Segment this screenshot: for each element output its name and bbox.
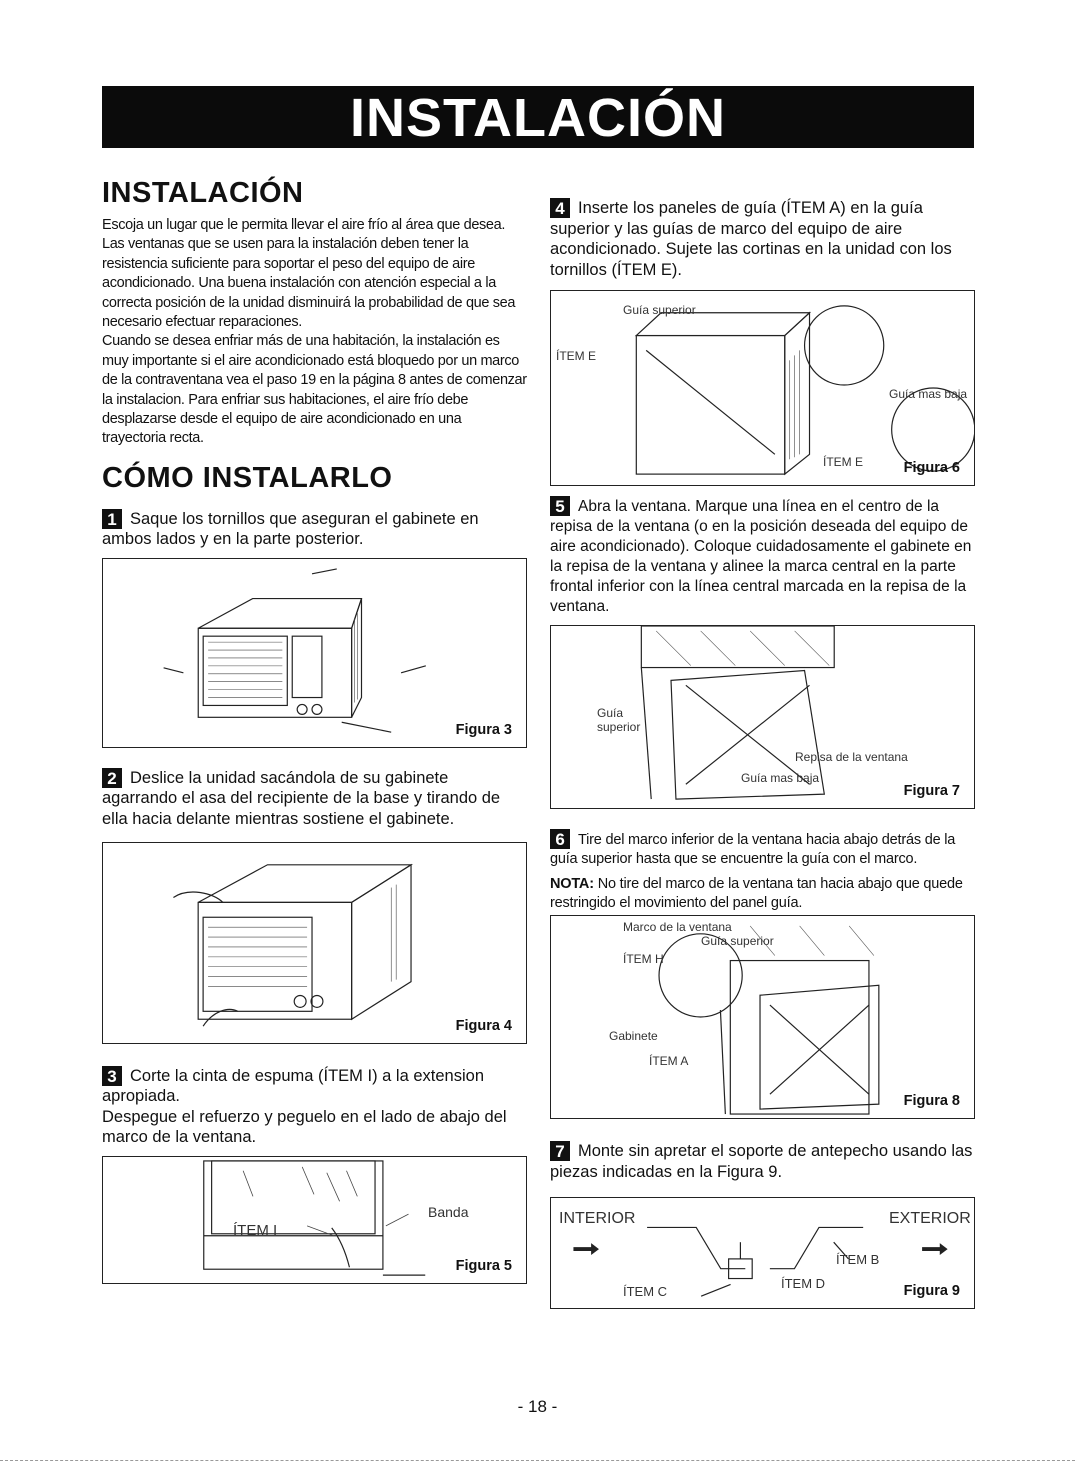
figure-8-caption: Figura 8 — [903, 1093, 960, 1110]
figure-5-caption: Figura 5 — [455, 1258, 512, 1274]
figure-7-label-guia: Guía — [597, 706, 624, 721]
note-text: No tire del marco de la ventana tan hacia abajo que quede restringido el movimiento del panel guía. — [550, 876, 963, 912]
figure-8-label-marco: Marco de la ventana — [623, 920, 732, 935]
figure-9-label-exterior: EXTERIOR — [889, 1209, 971, 1227]
step-1 — [102, 509, 527, 550]
intro-text — [102, 216, 527, 449]
step-6-text: Tire del marco inferior de la ventana hacia abajo detrás de la guía superior hasta que se encuentre la guía con el marco. — [550, 832, 956, 868]
figure-5-label-banda: Banda — [428, 1204, 469, 1220]
page-banner: INSTALACIÓN — [102, 86, 974, 148]
figure-9-label-interior: INTERIOR — [559, 1209, 636, 1227]
step-4-text: Inserte los paneles de guía (ÍTEM A) en la guía superior y las guías de marco del equipo de aire acondicionado. Sujete las cortinas en la unidad con los tornillos (ÍTEM E). — [550, 199, 952, 279]
figure-4 — [102, 842, 527, 1044]
figure-8-label-gabinete: Gabinete — [609, 1029, 658, 1044]
figure-6-label-item-e-left: ÍTEM E — [556, 349, 597, 364]
step-number-3: 3 — [102, 1066, 122, 1086]
figure-5 — [102, 1156, 527, 1284]
page-number: - 18 - — [517, 1397, 558, 1416]
bottom-divider — [0, 1460, 1075, 1461]
figure-6-label-guia-mas-baja: Guía mas baja — [889, 387, 968, 402]
figure-9-label-item-d: ÍTEM D — [781, 1275, 826, 1291]
step-number-6: 6 — [550, 829, 570, 849]
figure-6-label-guia-superior: Guía superior — [623, 303, 696, 318]
figure-8-label-guia-superior: Guía superior — [701, 934, 774, 949]
step-4 — [550, 198, 975, 280]
step-number-7: 7 — [550, 1141, 570, 1161]
step-2-text: Deslice la unidad sacándola de su gabinete agarrando el asa del recipiente de la base y tirando de ella hacia delante mientras sostiene el gabinete. — [102, 768, 501, 829]
figure-9 — [550, 1197, 975, 1309]
right-column — [550, 198, 975, 1309]
figure-3 — [102, 558, 527, 748]
intro-paragraph-1: Escoja un lugar que le permita llevar el aire frío al área que desea. Las ventanas que se usen para la instalación deben tener la resistencia suficiente para soportar el peso del equipo de aire acondicionado. Una buena instalación con atención especial a la correcta posición de la unidad disminuirá la probabilidad de que sea necesario efectuar reparaciones. — [102, 216, 516, 330]
figure-9-caption: Figura 9 — [903, 1282, 960, 1299]
step-3a-text: Corte la cinta de espuma (ÍTEM I) a la extension apropiada. — [102, 1066, 484, 1106]
note — [550, 875, 975, 913]
figure-8-label-item-h: ÍTEM H — [623, 952, 664, 967]
step-6 — [550, 829, 975, 869]
ac-unit-screws-illustration — [103, 559, 526, 747]
figure-7-label-repisa: Repisa de la ventana — [795, 750, 908, 765]
figure-9-label-item-c: ÍTEM C — [623, 1283, 668, 1299]
figure-6-label-item-e-bottom: ÍTEM E — [823, 455, 864, 470]
figure-5-label-item-i: ÍTEM I — [233, 1222, 278, 1239]
step-number-1: 1 — [102, 509, 122, 529]
step-5 — [550, 496, 975, 617]
step-number-2: 2 — [102, 768, 122, 788]
figure-7-caption: Figura 7 — [903, 783, 960, 800]
step-7-text: Monte sin apretar el soporte de antepecho usando las piezas indicadas en la Figura 9. — [550, 1142, 973, 1181]
step-number-4: 4 — [550, 198, 570, 218]
step-2 — [102, 768, 527, 830]
figure-7-label-guia-mas-baja: Guía mas baja — [741, 771, 820, 786]
step-7 — [550, 1141, 975, 1182]
figure-6 — [550, 290, 975, 486]
heading-instalacion: INSTALACIÓN — [102, 177, 304, 209]
figure-6-caption: Figura 6 — [903, 460, 960, 477]
figure-7 — [550, 625, 975, 809]
note-label: NOTA: — [550, 876, 594, 893]
step-3 — [102, 1066, 527, 1148]
figure-8-label-item-a: ÍTEM A — [649, 1054, 689, 1069]
step-1-text: Saque los tornillos que aseguran el gabinete en ambos lados y en la parte posterior. — [102, 509, 479, 549]
intro-paragraph-2: Cuando se desea enfriar más de una habitación, la instalación es muy importante si el aire acondicionado está bloquedo por un marco de la contraventana vea el paso 19 en la página 8 antes de comenzar la instalacion. Para enfriar sus habitaciones, el aire frío debe desplazarse desde el equipo de aire acondicionado en una trayectoria recta. — [102, 333, 527, 447]
heading-como-instalarlo: CÓMO INSTALARLO — [102, 461, 393, 494]
ac-unit-slide-out-illustration — [103, 843, 526, 1043]
figure-4-caption: Figura 4 — [455, 1017, 512, 1034]
figure-8 — [550, 915, 975, 1119]
figure-7-label-superior: superior — [597, 720, 641, 735]
figure-9-label-item-b: ÍTEM B — [836, 1251, 880, 1267]
step-3b-text: Despegue el refuerzo y peguelo en el lado de abajo del marco de la ventana. — [102, 1107, 507, 1147]
left-column — [102, 178, 527, 1284]
figure-3-caption: Figura 3 — [455, 721, 512, 738]
step-5-text: Abra la ventana. Marque una línea en el centro de la repisa de la ventana (o en la posición deseada del equipo de aire acondicionado). Coloque cuidadosamente el gabinete en la repisa de la ventana y alinee la marca central en la parte frontal inferior con la línea central marcada en la repisa de la ventana. — [550, 498, 972, 616]
step-number-5: 5 — [550, 496, 570, 516]
